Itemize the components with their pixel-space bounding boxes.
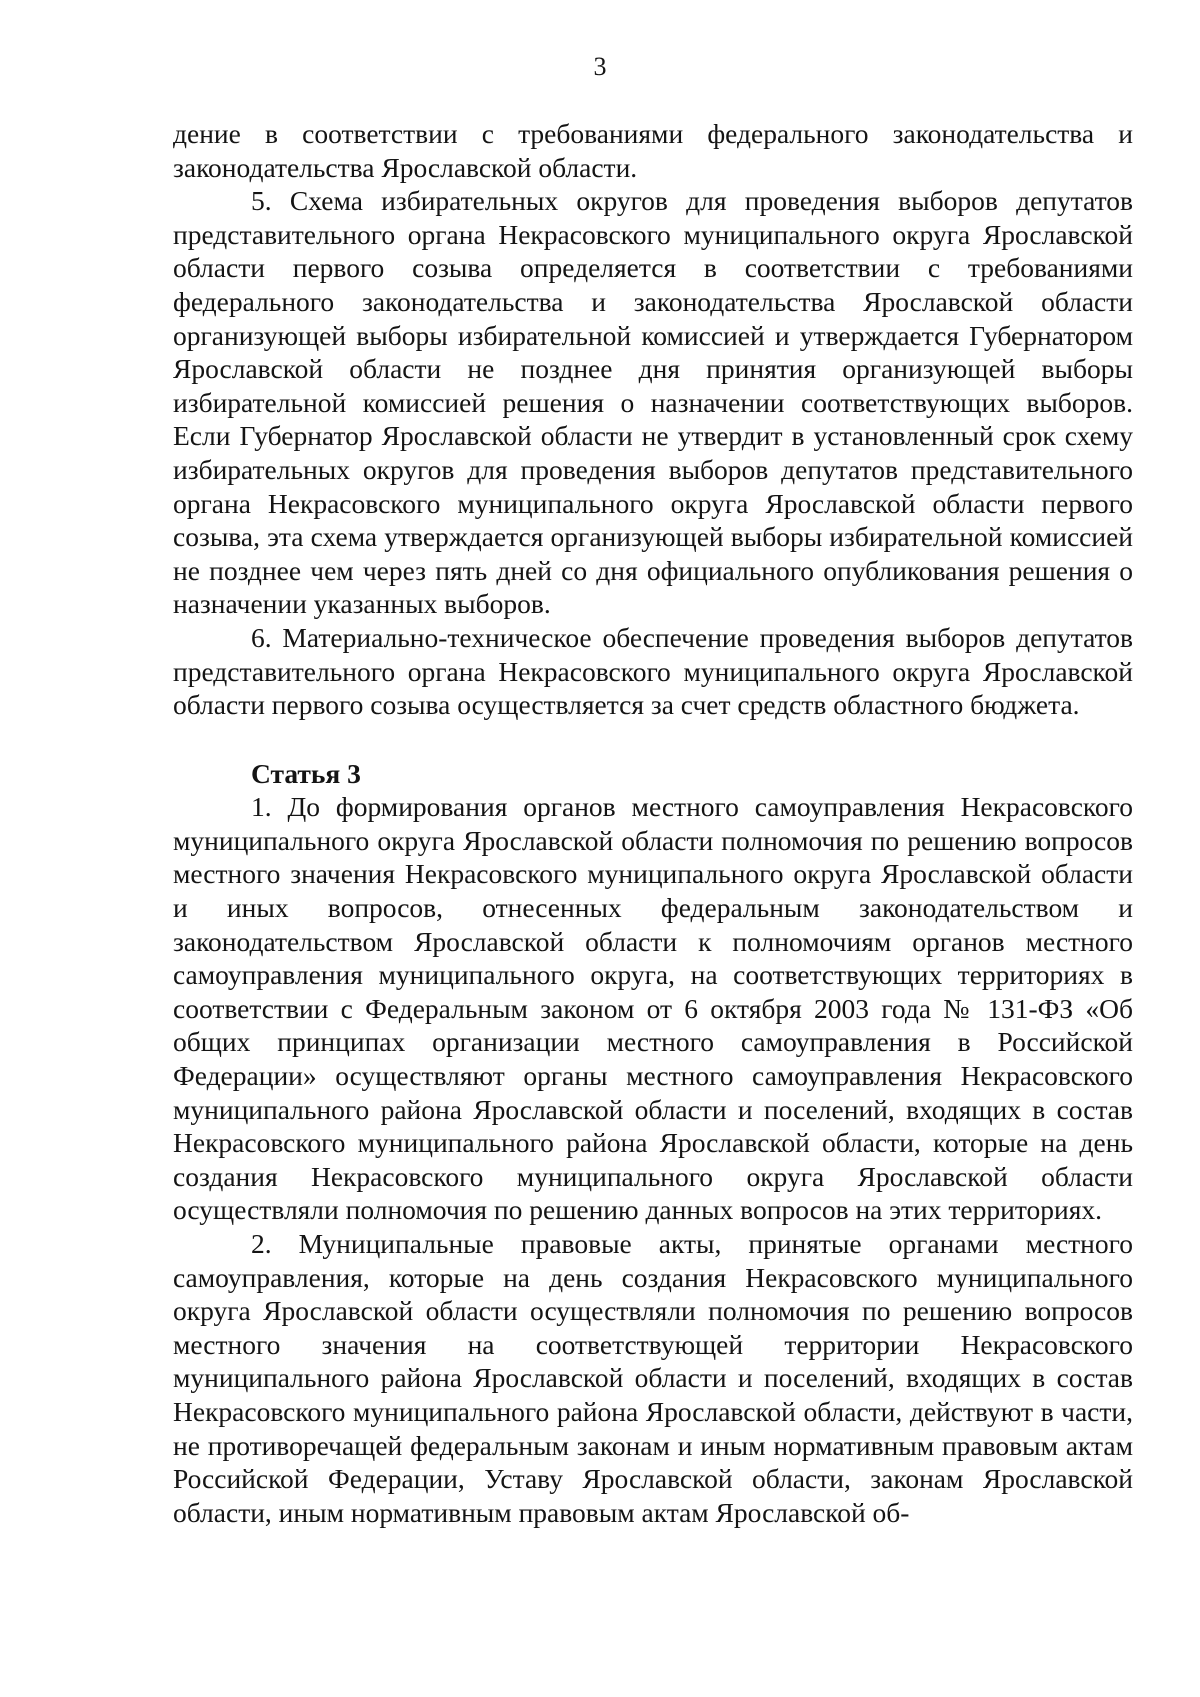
article-3-heading: Статья 3 [251, 757, 361, 789]
paragraph-continuation: дение в соответствии с требованиями федерального законодательства и законодательства Ярославской области. [173, 118, 1133, 183]
page-number: 3 [593, 52, 607, 81]
document-body [173, 117, 1133, 1529]
article-3-paragraph-2: 2. Муниципальные правовые акты, принятые органами местного самоуправления, которые на день создания Некрасовского муниципального округа Ярославской области осуществляли полномочия по решению вопросов местного значения на соответствующей территории Некрасовского муниципального района Ярославской области и поселений, входящих в состав Некрасовского муниципального района Ярославской области, действуют в части, не противоречащей федеральным законам и иным нормативным правовым актам Российской Федерации, Уставу Ярославской области, законам Ярославской области, иным нормативным правовым актам Ярославской об- [173, 1228, 1133, 1528]
paragraph-5: 5. Схема избирательных округов для проведения выборов депутатов представительного органа Некрасовского муниципального округа Ярославской области первого созыва определяется в соответствии с требованиями федерального законодательства и законодательства Ярославской области организующей выборы избирательной комиссией и утверждается Губернатором Ярославской области не позднее дня принятия организующей выборы избирательной комиссией решения о назначении соответствующих выборов. Если Губернатор Ярославской области не утвердит в установленный срок схему избирательных округов для проведения выборов депутатов представительного органа Некрасовского муниципального округа Ярославской области первого созыва, эта схема утверждается организующей выборы избирательной комиссией не позднее чем через пять дней со дня официального опубликования решения о назначении указанных выборов. [173, 185, 1133, 620]
article-3-paragraph-1: 1. До формирования органов местного самоуправления Некрасовского муниципального округа Ярославской области полномочия по решению вопросов местного значения Некрасовского муниципального округа Ярославской области и иных вопросов, отнесенных федеральным законодательством и законодательством Ярославской области к полномочиям органов местного самоуправления муниципального округа, на соответствующих территориях в соответствии с Федеральным законом от 6 октября 2003 года № 131-ФЗ «Об общих принципах организации местного самоуправления в Российской Федерации» осуществляют органы местного самоуправления Некрасовского муниципального района Ярославской области и поселений, входящих в состав Некрасовского муниципального района Ярославской области, которые на день создания Некрасовского муниципального округа Ярославской области осуществляли полномочия по решению данных вопросов на этих территориях. [173, 791, 1133, 1226]
paragraph-6: 6. Материально-техническое обеспечение проведения выборов депутатов представительного органа Некрасовского муниципального округа Ярославской области первого созыва осуществляется за счет средств областного бюджета. [173, 621, 1133, 721]
